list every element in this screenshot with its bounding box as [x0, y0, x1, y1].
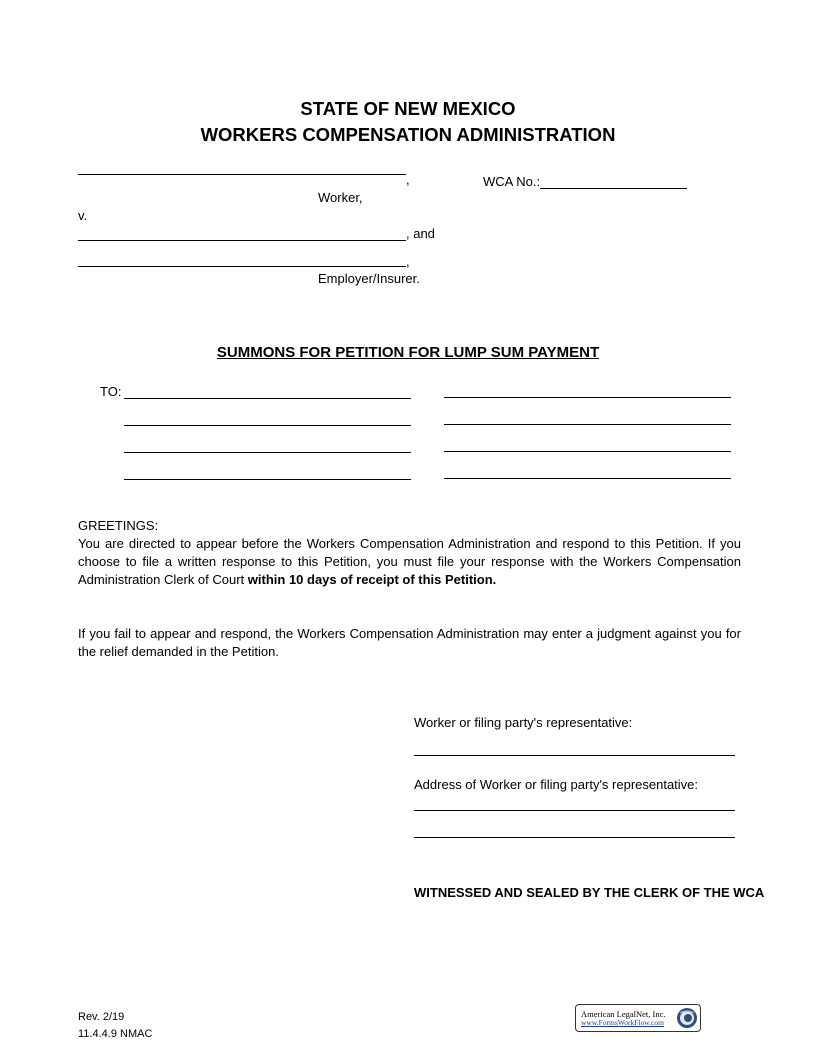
to-left-line-1[interactable] [124, 398, 411, 399]
to-left-line-3[interactable] [124, 452, 411, 453]
to-right-line-4[interactable] [444, 478, 731, 479]
deadline-text: within 10 days of receipt of this Petition. [247, 572, 497, 587]
to-left-line-2[interactable] [124, 425, 411, 426]
directive-paragraph [78, 535, 741, 589]
employer-name-line[interactable] [78, 240, 406, 241]
address-label: Address of Worker or filing party's representative: [414, 777, 699, 792]
worker-name-line[interactable] [78, 174, 406, 175]
and-label: , and [406, 226, 435, 241]
rep-label: Worker or filing party's representative: [414, 715, 633, 730]
to-right-line-3[interactable] [444, 451, 731, 452]
globe-icon [676, 1007, 698, 1029]
agency-title: WORKERS COMPENSATION ADMINISTRATION [200, 124, 616, 145]
american-legalnet-logo [575, 1004, 701, 1032]
default-paragraph: If you fail to appear and respond, the Workers Compensation Administration may enter a judgment against you for the relief demanded in the Petition. [78, 626, 741, 659]
wca-no-line[interactable] [540, 188, 687, 189]
versus-label: v. [78, 208, 88, 223]
to-left-line-4[interactable] [124, 479, 411, 480]
revision-label: Rev. 2/19 [78, 1011, 125, 1023]
directive-text: You are directed to appear before the Workers Compensation Administration and respond to this Petition. If you choose to file a written response to this Petition, you must file your response with the Workers Compensation Administration Clerk of Court [78, 536, 741, 587]
insurer-name-line[interactable] [78, 266, 406, 267]
summons-title: SUMMONS FOR PETITION FOR LUMP SUM PAYMENT [216, 344, 600, 361]
state-title: STATE OF NEW MEXICO [300, 98, 516, 119]
worker-label: Worker, [318, 190, 363, 205]
nmac-label: 11.4.4.9 NMAC [78, 1028, 153, 1040]
address-line-2[interactable] [414, 837, 735, 838]
employer-insurer-label: Employer/Insurer. [318, 271, 420, 286]
address-line-1[interactable] [414, 810, 735, 811]
logo-company: American LegalNet, Inc. [581, 1009, 666, 1019]
to-right-line-2[interactable] [444, 424, 731, 425]
rep-signature-line[interactable] [414, 755, 735, 756]
employer-comma: , [406, 254, 410, 269]
to-label: TO: [100, 384, 122, 399]
to-right-line-1[interactable] [444, 397, 731, 398]
logo-url: www.FormsWorkFlow.com [581, 1018, 665, 1027]
worker-comma: , [406, 172, 410, 187]
witness-statement: WITNESSED AND SEALED BY THE CLERK OF THE WCA [414, 885, 765, 900]
wca-no-label: WCA No.: [483, 174, 541, 189]
greetings-label: GREETINGS: [78, 518, 159, 533]
